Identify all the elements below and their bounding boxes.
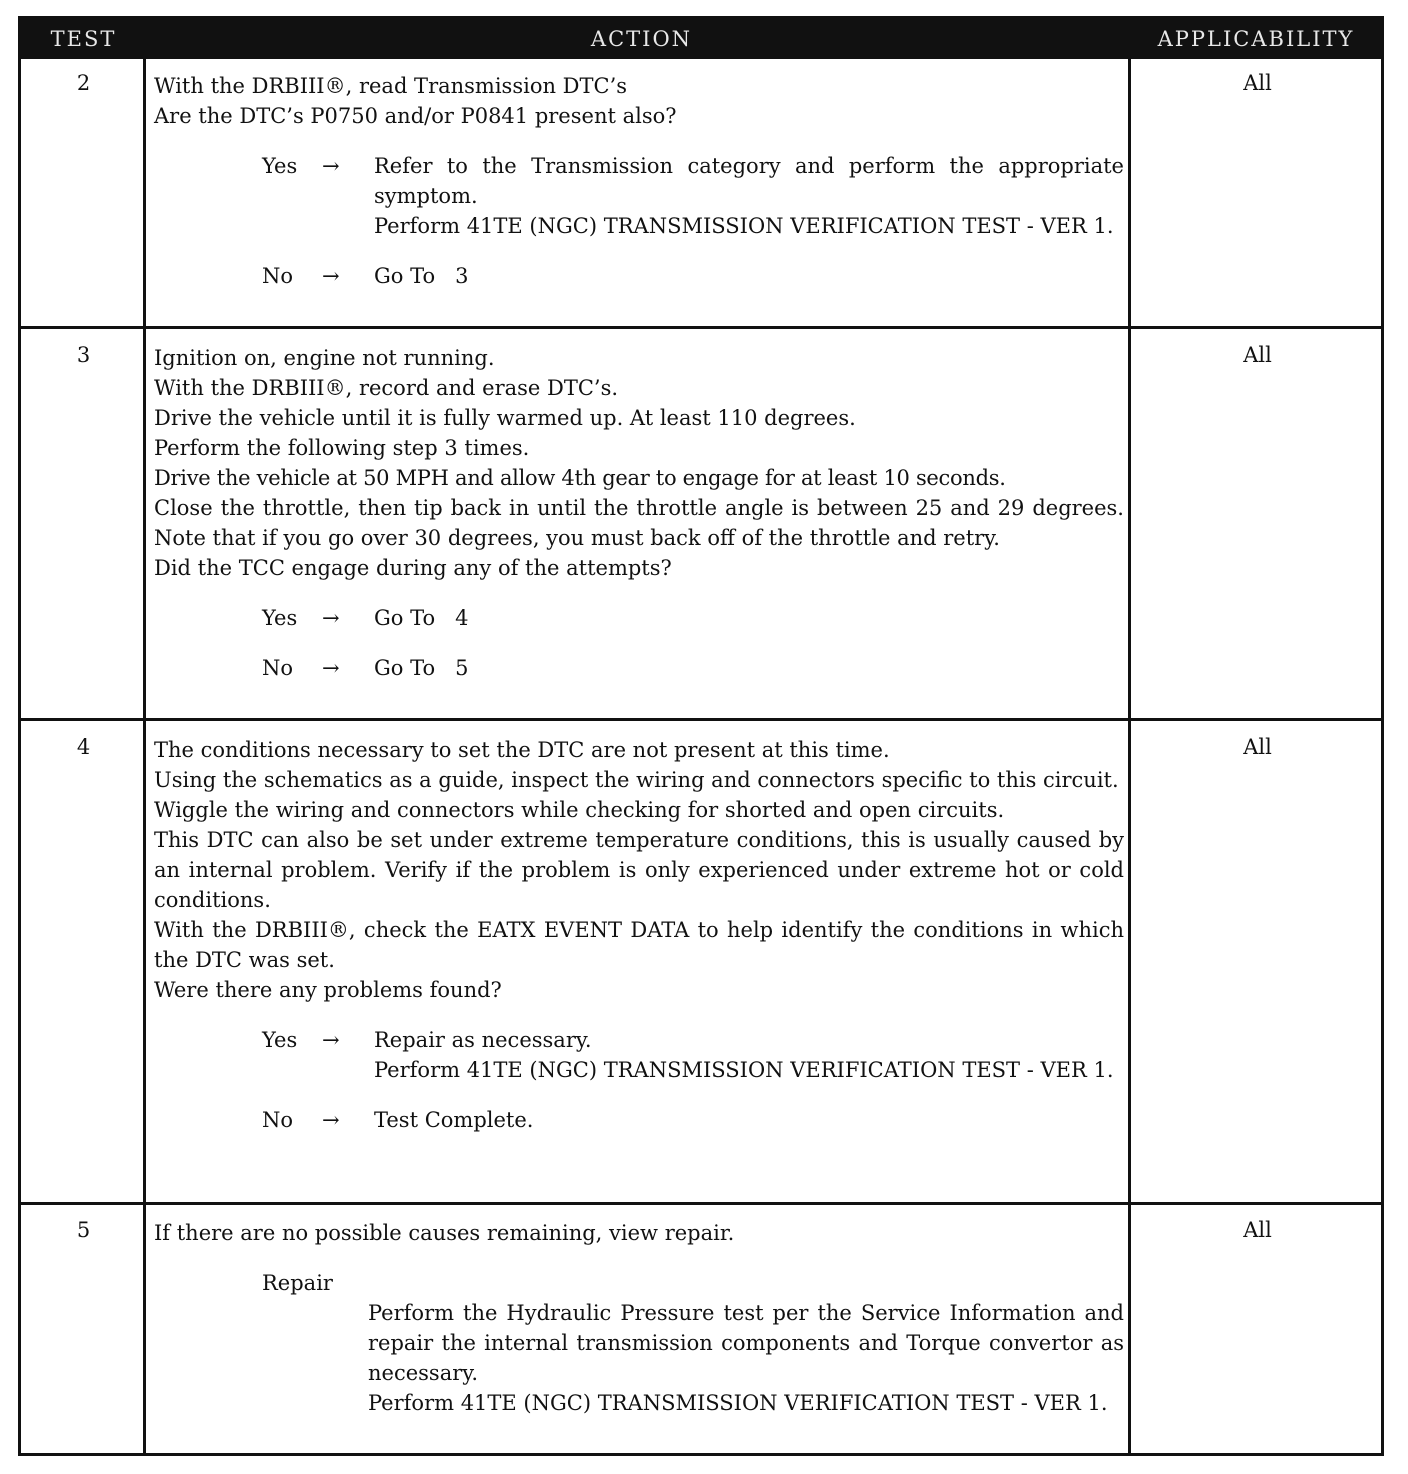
repair-text: Perform 41TE (NGC) TRANSMISSION VERIFICATION TEST - VER 1. (368, 1391, 1108, 1415)
response-label: Yes (262, 154, 298, 178)
instruction-line: With the DRBIII®, record and erase DTC’s. (154, 376, 619, 400)
response-label: No (262, 264, 294, 288)
arrow-icon: → (322, 606, 340, 630)
response-label: Yes (262, 606, 298, 630)
instruction-line: With the DRBIII®, read Transmission DTC’s (154, 74, 628, 98)
test-number: 2 (76, 71, 91, 95)
row-divider (21, 326, 1381, 329)
action-cell (154, 1218, 1124, 1418)
repair-text: Perform the Hydraulic Pressure test per the Service Information and repair the internal transmission components and Torque convertor as necessary. (368, 1301, 1124, 1385)
header-test: TEST (50, 27, 117, 51)
response-text: Test Complete. (374, 1108, 534, 1132)
response-text: Go To 4 (374, 606, 469, 630)
instruction-line: Drive the vehicle at 50 MPH and allow 4th gear to engage for at least 10 seconds. (154, 466, 1006, 490)
arrow-icon: → (322, 1028, 340, 1052)
response-text: Go To 5 (374, 656, 469, 680)
arrow-icon: → (322, 656, 340, 680)
applicability-value: All (1243, 1218, 1272, 1242)
repair-label: Repair (262, 1271, 333, 1295)
instruction-line: The conditions necessary to set the DTC are not present at this time. (154, 738, 890, 762)
question-line: Did the TCC engage during any of the attempts? (154, 556, 672, 580)
test-number: 5 (76, 1218, 91, 1242)
row-divider (21, 718, 1381, 721)
response-text: Refer to the Transmission category and perform the appropriate symptom. (374, 154, 1124, 208)
instruction-line: Close the throttle, then tip back in until the throttle angle is between 25 and 29 degrees. Note that if you go over 30 degrees, you must back off of the throttle and retry. (154, 496, 1124, 550)
response-no (154, 653, 1124, 683)
action-cell (154, 71, 1124, 291)
header-action: ACTION (590, 27, 693, 51)
question-line: Are the DTC’s P0750 and/or P0841 present also? (154, 104, 677, 128)
diagnostic-test-table (18, 16, 1384, 1456)
table-header (21, 19, 1381, 59)
header-applicability: APPLICABILITY (1157, 27, 1355, 51)
instruction-line: Drive the vehicle until it is fully warmed up. At least 110 degrees. (154, 406, 856, 430)
response-label: No (262, 1108, 294, 1132)
instruction-line: If there are no possible causes remaining, view repair. (154, 1221, 735, 1245)
question-line: Were there any problems found? (154, 978, 502, 1002)
response-text: Go To 3 (374, 264, 469, 288)
response-label: Yes (262, 1028, 298, 1052)
instruction-line: Wiggle the wiring and connectors while checking for shorted and open circuits. (154, 798, 1005, 822)
arrow-icon: → (322, 154, 340, 178)
response-text: Perform 41TE (NGC) TRANSMISSION VERIFICATION TEST - VER 1. (374, 1058, 1114, 1082)
row-divider (21, 1202, 1381, 1205)
test-number: 3 (76, 343, 91, 367)
response-no (154, 261, 1124, 291)
column-divider (1128, 59, 1131, 1453)
action-cell (154, 735, 1124, 1135)
test-number: 4 (76, 735, 91, 759)
applicability-value: All (1243, 343, 1272, 367)
response-no (154, 1105, 1124, 1135)
response-yes (154, 1025, 1124, 1085)
instruction-line: With the DRBIII®, check the EATX EVENT DATA to help identify the conditions in which the DTC was set. (154, 918, 1124, 972)
arrow-icon: → (322, 1108, 340, 1132)
applicability-value: All (1243, 735, 1272, 759)
arrow-icon: → (322, 264, 340, 288)
instruction-line: This DTC can also be set under extreme temperature conditions, this is usually caused by an internal problem. Verify if the problem is only experienced under extreme hot or cold conditions. (154, 828, 1124, 912)
instruction-line: Using the schematics as a guide, inspect the wiring and connectors specific to this circuit. (154, 768, 1119, 792)
applicability-value: All (1243, 71, 1272, 95)
response-label: No (262, 656, 294, 680)
response-yes (154, 151, 1124, 241)
instruction-line: Perform the following step 3 times. (154, 436, 530, 460)
response-text: Perform 41TE (NGC) TRANSMISSION VERIFICATION TEST - VER 1. (374, 214, 1114, 238)
response-yes (154, 603, 1124, 633)
response-text: Repair as necessary. (374, 1028, 592, 1052)
instruction-line: Ignition on, engine not running. (154, 346, 495, 370)
action-cell (154, 343, 1124, 683)
